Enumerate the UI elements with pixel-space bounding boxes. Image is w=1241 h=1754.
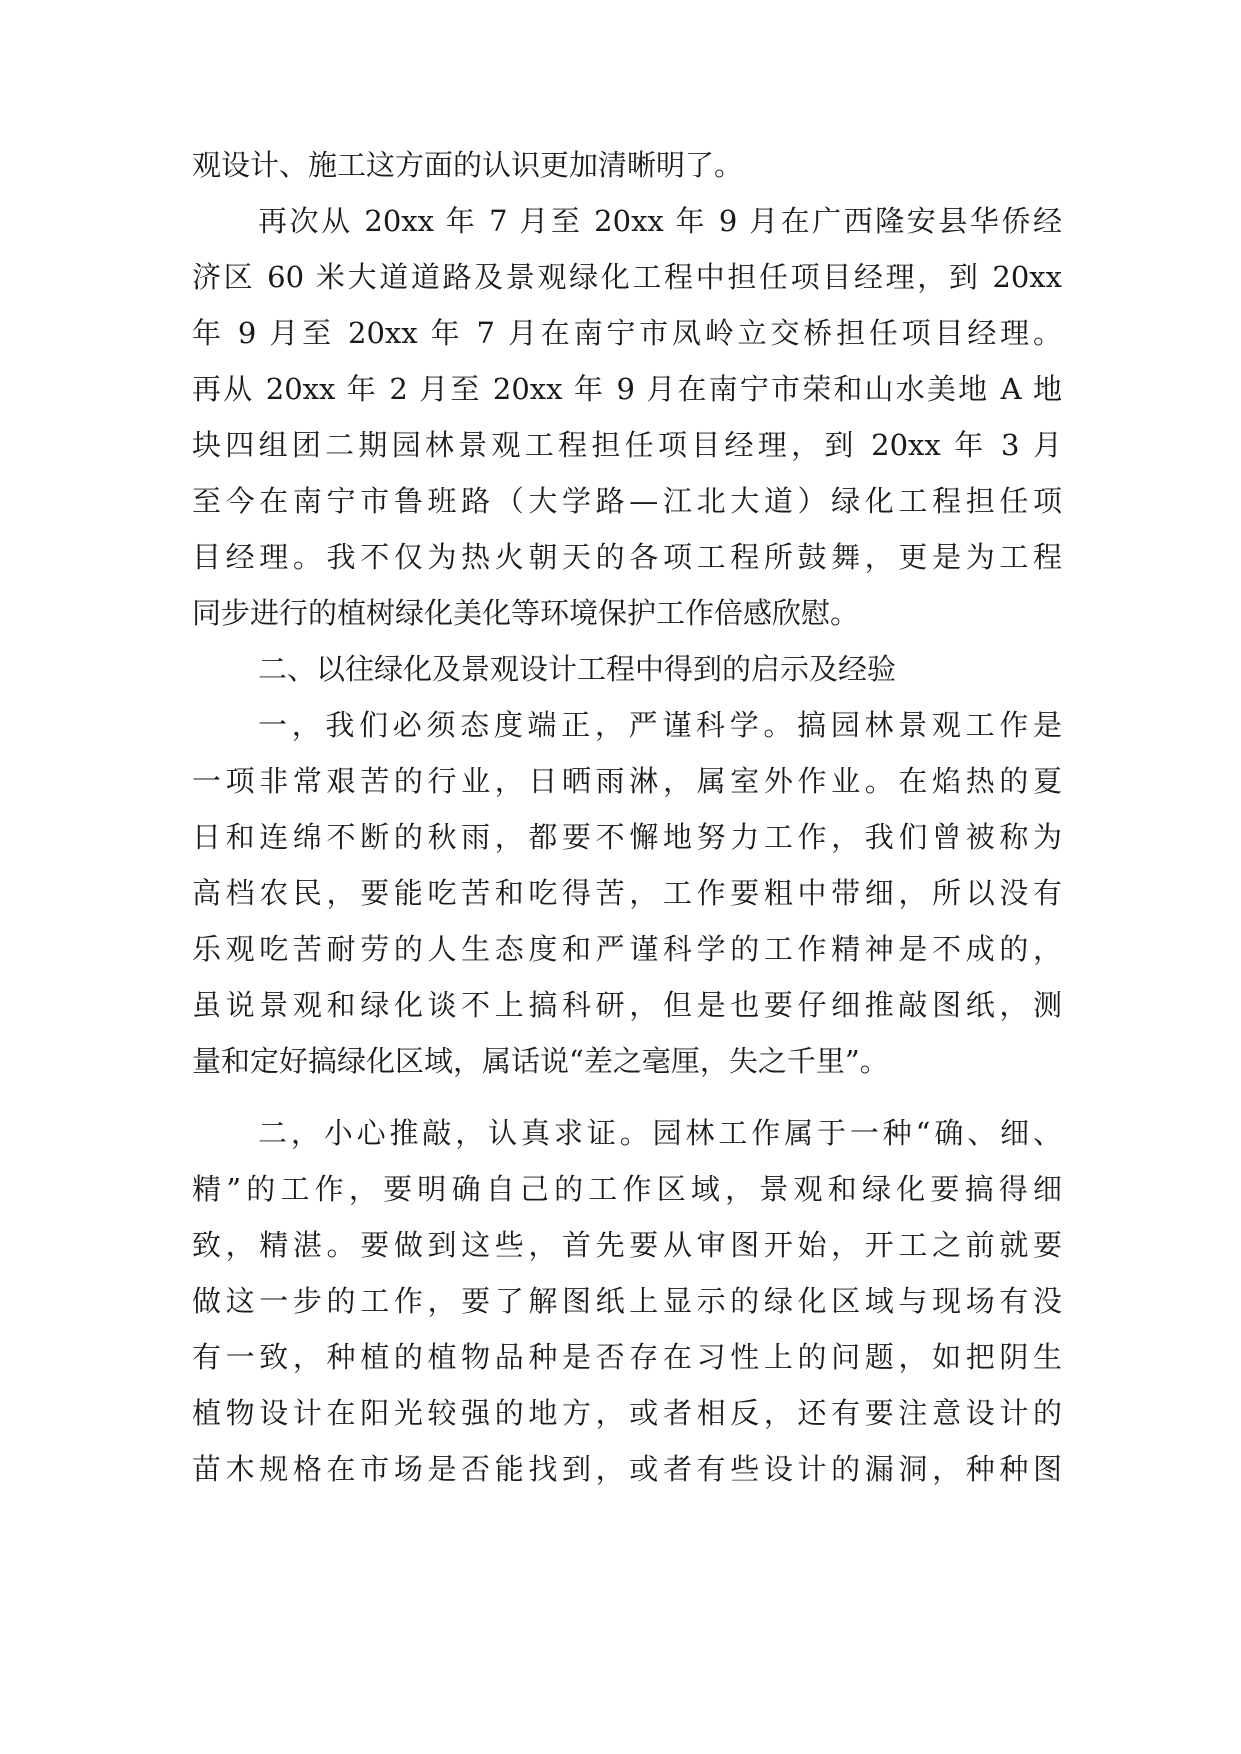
text-line: 植物设计在阳光较强的地方，或者相反，还有要注意设计的	[192, 1396, 1062, 1430]
text-line: 日和连绵不断的秋雨，都要不懈地努力工作，我们曾被称为	[192, 820, 1062, 854]
text-line: 高档农民，要能吃苦和吃得苦，工作要粗中带细，所以没有	[192, 876, 1062, 910]
text-line: 一，我们必须态度端正，严谨科学。搞园林景观工作是	[258, 708, 1062, 742]
text-line: 致，精湛。要做到这些，首先要从审图开始，开工之前就要	[192, 1228, 1062, 1262]
text-line: 至今在南宁市鲁班路（大学路—江北大道）绿化工程担任项	[192, 484, 1062, 518]
text-line: 再次从 20xx 年 7 月至 20xx 年 9 月在广西隆安县华侨经	[258, 204, 1062, 238]
text-line: 二，小心推敲，认真求证。园林工作属于一种“确、细、	[258, 1116, 1062, 1150]
text-line: 同步进行的植树绿化美化等环境保护工作倍感欣慰。	[192, 596, 860, 630]
text-line: 苗木规格在市场是否能找到，或者有些设计的漏洞，种种图	[192, 1452, 1062, 1486]
text-line: 再从 20xx 年 2 月至 20xx 年 9 月在南宁市荣和山水美地 A 地	[192, 372, 1062, 406]
text-line: 精”的工作，要明确自己的工作区域，景观和绿化要搞得细	[192, 1172, 1062, 1206]
text-line: 做这一步的工作，要了解图纸上显示的绿化区域与现场有没	[192, 1284, 1062, 1318]
text-line: 乐观吃苦耐劳的人生态度和严谨科学的工作精神是不成的，	[192, 932, 1062, 966]
text-line: 虽说景观和绿化谈不上搞科研，但是也要仔细推敲图纸，测	[192, 988, 1062, 1022]
text-line: 观设计、施工这方面的认识更加清晰明了。	[192, 148, 744, 182]
text-line: 有一致，种植的植物品种是否存在习性上的问题，如把阴生	[192, 1340, 1062, 1374]
text-line: 目经理。我不仅为热火朝天的各项工程所鼓舞，更是为工程	[192, 540, 1062, 574]
text-line: 块四组团二期园林景观工程担任项目经理，到 20xx 年 3 月	[192, 428, 1062, 462]
text-line: 济区 60 米大道道路及景观绿化工程中担任项目经理，到 20xx	[192, 260, 1062, 294]
section-heading: 二、以往绿化及景观设计工程中得到的启示及经验	[258, 652, 897, 686]
text-line: 量和定好搞绿化区域，属话说“差之毫厘，失之千里”。	[192, 1044, 889, 1078]
text-line: 年 9 月至 20xx 年 7 月在南宁市凤岭立交桥担任项目经理。	[192, 316, 1062, 350]
text-line: 一项非常艰苦的行业，日晒雨淋，属室外作业。在焰热的夏	[192, 764, 1062, 798]
